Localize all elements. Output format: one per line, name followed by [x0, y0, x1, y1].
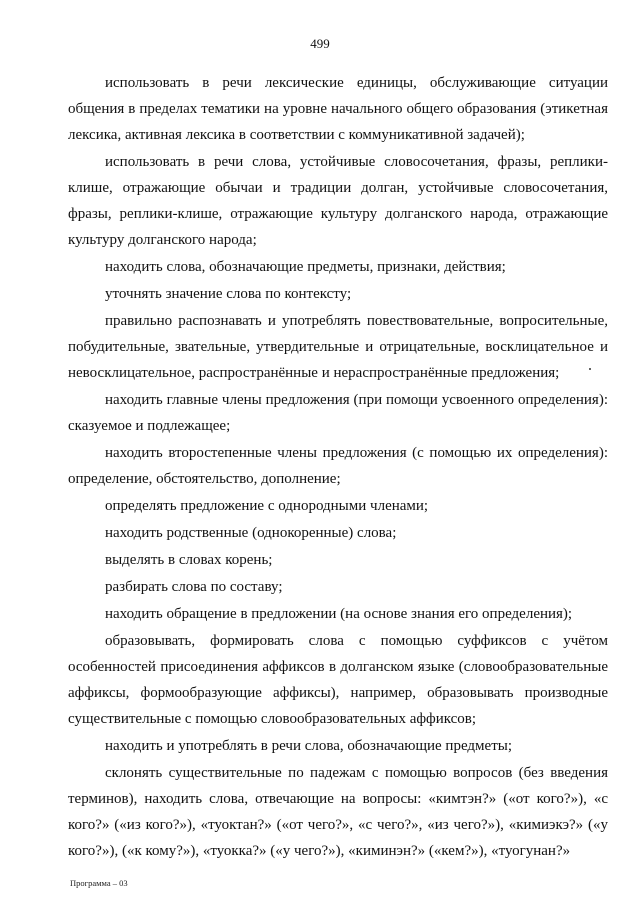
paragraph: находить и употреблять в речи слова, обозначающие предметы;	[105, 738, 513, 754]
paragraph: использовать в речи слова, устойчивые словосочетания, фразы, реплики-клише, отражающие обычаи и традиции долган, устойчивые словосочетания, фразы, реплики-клише, отражающие культуру долганского народа, отражающие культуру долганского народа;	[68, 154, 608, 248]
paragraph: выделять в словах корень;	[105, 552, 273, 568]
paragraph: находить слова, обозначающие предметы, признаки, действия;	[105, 259, 506, 275]
paragraph: уточнять значение слова по контексту;	[105, 286, 352, 302]
paragraph: находить обращение в предложении (на основе знания его определения);	[105, 606, 573, 622]
body-text	[68, 70, 608, 864]
scan-speck	[589, 368, 591, 370]
paragraph: правильно распознавать и употреблять повествовательные, вопросительные, побудительные, звательные, утвердительные и отрицательные, восклицательное и невосклицательное, распространённые и нераспространённые предложения;	[68, 313, 608, 381]
footer-label: Программа – 03	[70, 878, 128, 888]
paragraph: разбирать слова по составу;	[105, 579, 283, 595]
paragraph: образовывать, формировать слова с помощью суффиксов с учётом особенностей присоединения аффиксов в долганском языке (словообразовательные аффиксы, формообразующие аффиксы), например, образовывать производные существительные с помощью словообразовательных аффиксов;	[68, 633, 608, 727]
paragraph: находить главные члены предложения (при помощи усвоенного определения): сказуемое и подлежащее;	[68, 392, 608, 434]
paragraph: склонять существительные по падежам с помощью вопросов (без введения терминов), находить слова, отвечающие на вопросы: «кимтэн?» («от кого?»), «с кого?» («из кого?»), «туоктан?» («от чего?», «с чего?», «из чего?»), «кимиэкэ?» («у кого?»), («к кому?»), «туокка?» («у чего?»), «киминэн?» («кем?»), «туогунан?»	[68, 765, 608, 859]
page-number: 499	[310, 36, 330, 51]
paragraph: находить второстепенные члены предложения (с помощью их определения): определение, обстоятельство, дополнение;	[68, 445, 608, 487]
paragraph: использовать в речи лексические единицы, обслуживающие ситуации общения в пределах тематики на уровне начального общего образования (этикетная лексика, активная лексика в соответствии с коммуникативной задачей);	[68, 75, 608, 143]
paragraph: определять предложение с однородными членами;	[105, 498, 429, 514]
paragraph: находить родственные (однокоренные) слова;	[105, 525, 397, 541]
